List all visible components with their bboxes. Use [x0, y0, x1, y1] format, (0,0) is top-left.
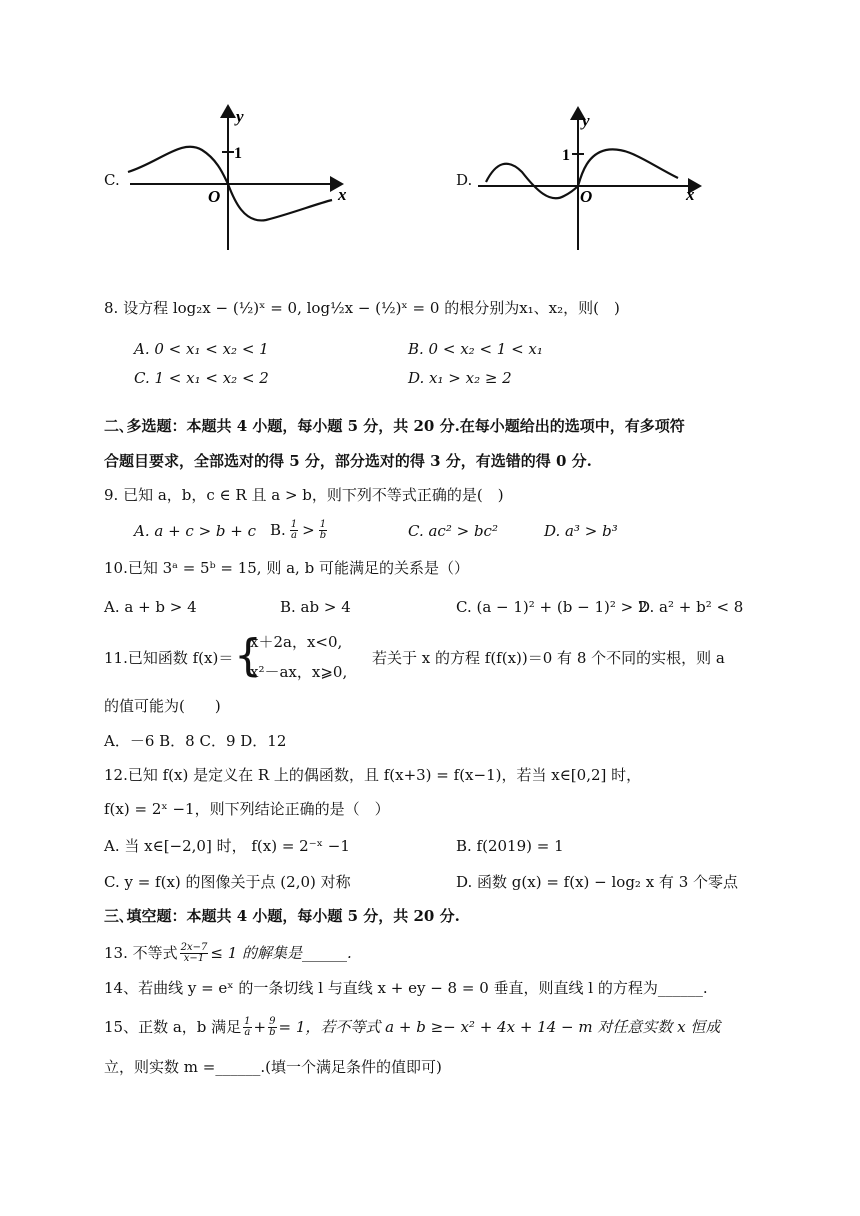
q8-option-d: D. x₁ > x₂ ≥ 2 [408, 369, 512, 387]
q12-option-a: A. 当 x∈[−2,0] 时， f(x) = 2⁻ˣ −1 [104, 837, 350, 855]
option-d-label: D. [456, 171, 473, 189]
section-2-heading-line2: 合题目要求，全部选对的得 5 分，部分选对的得 3 分，有选错的得 0 分. [104, 452, 592, 470]
q10-option-b: B. ab > 4 [280, 598, 351, 616]
q12-line1: 12.已知 f(x) 是定义在 R 上的偶函数，且 f(x+3) = f(x−1)，若当 x∈[0,2] 时， [104, 766, 642, 784]
q15-plus: + [253, 1018, 267, 1036]
option-c-label: C. [104, 171, 120, 189]
q15-mid: = 1，若不等式 a + b ≥− x² + 4x + 14 − m 对任意实数 x 恒成 [278, 1018, 721, 1036]
q9-stem: 9. 已知 a，b，c ∈ R 且 a > b，则下列不等式正确的是( ) [104, 486, 504, 504]
q15-line1 [104, 1010, 720, 1044]
graph-c [120, 100, 360, 255]
q13-prefix: 13. 不等式 [104, 944, 178, 962]
x-axis-label: x [686, 185, 695, 204]
q14: 14、若曲线 y = eˣ 的一条切线 l 与直线 x + ey − 8 = 0 垂直，则直线 l 的方程为______. [104, 979, 708, 997]
q15-frac1: $\frac{1}{a}$ [244, 1015, 251, 1038]
q8-option-c: C. 1 < x₁ < x₂ < 2 [134, 369, 269, 387]
q11-options: A．－6 B．8 C．9 D．12 [104, 732, 287, 750]
tick-label: 1 [234, 145, 242, 162]
q15-frac2: $\frac{9}{b}$ [269, 1015, 276, 1038]
tick-label: 1 [562, 147, 570, 164]
q12-option-c: C. y = f(x) 的图像关于点 (2,0) 对称 [104, 873, 351, 891]
y-axis-label: y [582, 111, 590, 130]
q13-suffix: ≤ 1 的解集是______. [210, 944, 352, 962]
q11-brace: { [234, 630, 262, 681]
y-axis-label: y [236, 107, 244, 126]
q10-option-d: D. a² + b² < 8 [638, 598, 744, 616]
q11-case-2: x²－ax，x⩾0, [250, 663, 348, 681]
q9-option-d: D. a³ > b³ [544, 522, 618, 540]
q9-option-b [270, 514, 327, 546]
q12-option-d: D. 函数 g(x) = f(x) − log₂ x 有 3 个零点 [456, 873, 739, 891]
q11-prefix: 11.已知函数 f(x)＝ [104, 649, 234, 667]
q8-option-b: B. 0 < x₂ < 1 < x₁ [408, 340, 543, 358]
graph-d [478, 100, 718, 255]
q13 [104, 936, 352, 970]
origin-label: O [208, 187, 221, 206]
q11-suffix: 若关于 x 的方程 f(f(x))＝0 有 8 个不同的实根，则 a [372, 649, 725, 667]
q15-prefix: 15、正数 a，b 满足 [104, 1018, 242, 1036]
q11-case-1: x＋2a，x<0, [250, 633, 343, 651]
q13-fraction: $\frac{2x-7}{x-1}$ [180, 941, 208, 964]
q15-line2: 立，则实数 m =______.(填一个满足条件的值即可) [104, 1058, 442, 1076]
q9-b-gt: > [302, 521, 315, 539]
q9-b-prefix: B. [270, 521, 286, 539]
q8-stem: 8. 设方程 log₂x − (½)ˣ = 0, log½x − (½)ˣ = 0 的根分别为x₁、x₂，则( ) [104, 299, 620, 317]
x-axis-label: x [338, 185, 347, 204]
section-2-heading-line1: 二､多选题：本题共 4 小题，每小题 5 分，共 20 分.在每小题给出的选项中，有多项符 [104, 417, 685, 435]
q9-b-frac1: $\frac{1}{a}$ [290, 518, 298, 541]
q10-option-c: C. (a − 1)² + (b − 1)² > 2 [456, 598, 648, 616]
q9-option-a: A. a + c > b + c [134, 522, 257, 540]
q12-option-b: B. f(2019) = 1 [456, 837, 564, 855]
q11-line2: 的值可能为( ) [104, 697, 221, 715]
origin-label: O [580, 187, 593, 206]
q10-option-a: A. a + b > 4 [104, 598, 197, 616]
q9-b-frac2: $\frac{1}{b}$ [319, 518, 327, 541]
q10-stem: 10.已知 3ᵃ = 5ᵇ = 15, 则 a, b 可能满足的关系是（） [104, 559, 469, 577]
section-3-heading: 三､填空题：本题共 4 小题，每小题 5 分，共 20 分. [104, 907, 460, 925]
q12-line2: f(x) = 2ˣ −1，则下列结论正确的是（ ） [104, 800, 390, 818]
q8-option-a: A. 0 < x₁ < x₂ < 1 [134, 340, 269, 358]
q9-option-c: C. ac² > bc² [408, 522, 498, 540]
